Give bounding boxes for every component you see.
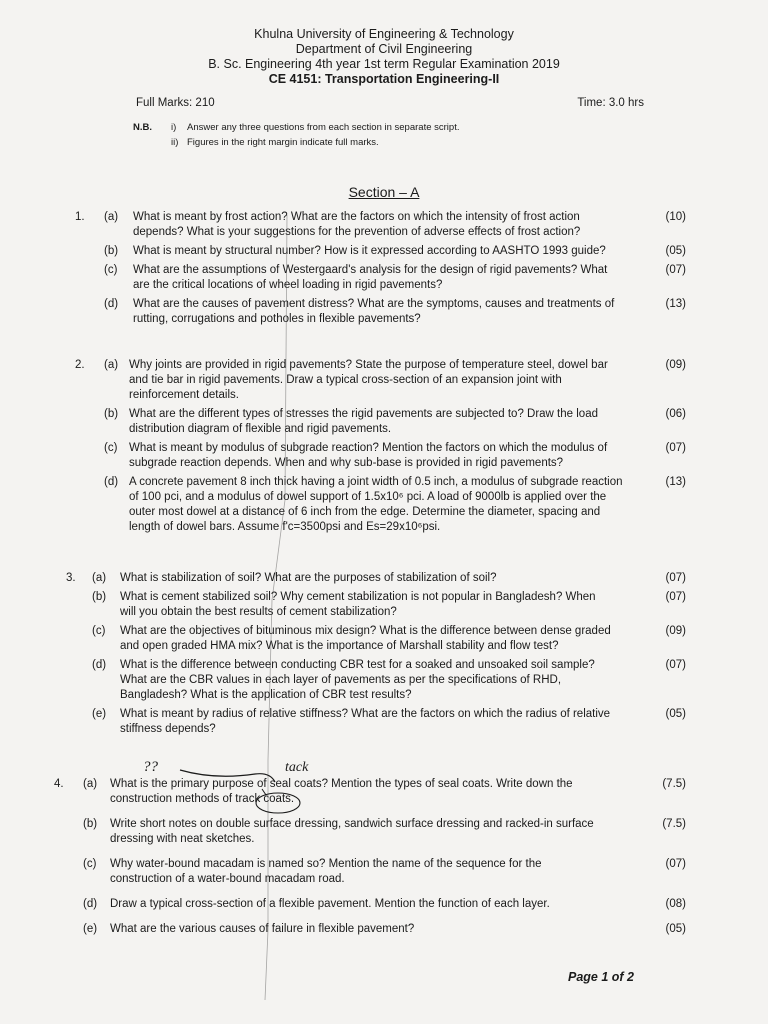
part-label: (d) <box>92 659 107 671</box>
part-label: (d) <box>104 476 119 488</box>
part-marks: (05) <box>665 245 686 257</box>
part-marks: (08) <box>665 898 686 910</box>
question-text-line: are the critical locations of wheel loading in rigid pavements? <box>133 279 443 291</box>
part-label: (c) <box>92 625 106 637</box>
question-text-line: distribution diagram of flexible and rigid pavements. <box>129 423 392 435</box>
question-text-line: dressing with neat sketches. <box>110 833 255 845</box>
question-text-line: What is meant by frost action? What are the factors on which the intensity of frost action <box>133 211 580 223</box>
part-marks: (7.5) <box>662 778 686 790</box>
part-marks: (07) <box>665 858 686 870</box>
question-text-line: depends? What is your suggestions for the prevention of adverse effects of frost action? <box>133 226 581 238</box>
question-text-line: Why water-bound macadam is named so? Mention the name of the sequence for the <box>110 858 542 870</box>
part-label: (b) <box>104 245 119 257</box>
part-marks: (09) <box>665 359 686 371</box>
page-footer: Page 1 of 2 <box>568 970 634 984</box>
question-text-line: What is cement stabilized soil? Why cement stabilization is not popular in Bangladesh? When <box>120 591 596 603</box>
full-marks: Full Marks: 210 <box>136 97 215 109</box>
question-text-line: Bangladesh? What is the application of CBR test results? <box>120 689 412 701</box>
part-marks: (07) <box>665 264 686 276</box>
part-label: (b) <box>92 591 107 603</box>
part-label: (e) <box>92 708 107 720</box>
question-text-line: What are the various causes of failure in flexible pavement? <box>110 923 415 935</box>
part-marks: (13) <box>665 298 686 310</box>
part-marks: (09) <box>665 625 686 637</box>
part-marks: (05) <box>665 708 686 720</box>
question-text-line: reinforcement details. <box>129 389 239 401</box>
part-label: (d) <box>83 898 98 910</box>
question-text-line: What are the different types of stresses the rigid pavements are subjected to? Draw the load <box>129 408 598 420</box>
question-text-line: What are the assumptions of Westergaard's analysis for the design of rigid pavements? What <box>133 264 608 276</box>
question-number: 3. <box>66 572 76 584</box>
pen-curve <box>180 770 275 782</box>
part-label: (b) <box>104 408 119 420</box>
pen-tick <box>262 789 266 795</box>
part-marks: (07) <box>665 591 686 603</box>
question-text-line: construction methods of track coats. <box>110 793 295 805</box>
question-text-line: of 100 pci, and a modulus of dowel support of 1.5x10⁶ pci. A load of 9000lb is applied over the <box>129 491 607 503</box>
question-text-line: What are the objectives of bituminous mix design? What is the difference between dense graded <box>120 625 611 637</box>
part-label: (c) <box>104 264 118 276</box>
part-label: (a) <box>104 359 119 371</box>
part-label: (b) <box>83 818 98 830</box>
part-label: (e) <box>83 923 98 935</box>
question-number: 4. <box>54 778 64 790</box>
question-text-line: Why joints are provided in rigid pavements? State the purpose of temperature steel, dowel bar <box>129 359 608 371</box>
part-marks: (06) <box>665 408 686 420</box>
department-name: Department of Civil Engineering <box>295 42 473 56</box>
part-marks: (07) <box>665 442 686 454</box>
question-text-line: What are the CBR values in each layer of pavements as per the specifications of RHD, <box>120 674 562 686</box>
question-text-line: What is meant by radius of relative stiffness? What are the factors on which the radius of relative <box>120 708 611 720</box>
question-text-line: What are the causes of pavement distress? What are the symptoms, causes and treatments of <box>133 298 615 310</box>
question-text-line: subgrade reaction depends. When and why sub-base is provided in rigid pavements? <box>129 457 564 469</box>
part-label: (a) <box>104 211 119 223</box>
part-label: (a) <box>83 778 98 790</box>
exam-time: Time: 3.0 hrs <box>577 97 644 109</box>
track-circle <box>256 793 300 813</box>
exam-title: B. Sc. Engineering 4th year 1st term Regular Examination 2019 <box>208 57 560 71</box>
university-name: Khulna University of Engineering & Technology <box>254 27 514 41</box>
question-text-line: Draw a typical cross-section of a flexible pavement. Mention the function of each layer. <box>110 898 550 910</box>
part-label: (c) <box>83 858 97 870</box>
question-text-line: stiffness depends? <box>120 723 216 735</box>
section-title: Section – A <box>348 184 420 200</box>
instruction-text: Answer any three questions from each section in separate script. <box>187 122 460 133</box>
instruction-number: ii) <box>171 137 179 148</box>
question-text-line: What is the primary purpose of seal coats? Mention the types of seal coats. Write down the <box>110 778 573 790</box>
course-title: CE 4151: Transportation Engineering-II <box>268 72 500 86</box>
question-text-line: rutting, corrugations and potholes in flexible pavements? <box>133 313 421 325</box>
question-text-line: What is meant by modulus of subgrade reaction? Mention the factors on which the modulus of <box>129 442 608 454</box>
question-text-line: What is meant by structural number? How is it expressed according to AASHTO 1993 guide? <box>133 245 606 257</box>
instruction-text: Figures in the right margin indicate full marks. <box>187 137 379 148</box>
part-label: (a) <box>92 572 107 584</box>
question-text-line: Write short notes on double surface dressing, sandwich surface dressing and racked-in surface <box>110 818 594 830</box>
part-label: (c) <box>104 442 118 454</box>
question-number: 2. <box>75 359 85 371</box>
part-marks: (07) <box>665 572 686 584</box>
question-text-line: construction of a water-bound macadam road. <box>110 873 345 885</box>
question-text-line: and tie bar in rigid pavements. Draw a typical cross-section of an expansion joint with <box>129 374 562 386</box>
question-text-line: A concrete pavement 8 inch thick having a joint width of 0.5 inch, a modulus of subgrade reaction <box>129 476 623 488</box>
question-text-line: What is stabilization of soil? What are the purposes of stabilization of soil? <box>120 572 497 584</box>
part-marks: (07) <box>665 659 686 671</box>
part-label: (d) <box>104 298 119 310</box>
part-marks: (7.5) <box>662 818 686 830</box>
question-marks-note: ?? <box>143 759 158 775</box>
question-number: 1. <box>75 211 85 223</box>
handwritten-tack-note: tack <box>285 760 309 775</box>
question-text-line: will you obtain the best results of cement stabilization? <box>120 606 397 618</box>
question-text-line: outer most dowel at a distance of 6 inch from the edge. Determine the diameter, spacing and <box>129 506 601 518</box>
part-marks: (13) <box>665 476 686 488</box>
question-text-line: length of dowel bars. Assume f'c=3500psi and Es=29x10⁶psi. <box>129 521 441 533</box>
part-marks: (05) <box>665 923 686 935</box>
question-text-line: and open graded HMA mix? What is the importance of Marshall stability and flow test? <box>120 640 559 652</box>
nb-label: N.B. <box>133 122 152 133</box>
question-text-line: What is the difference between conducting CBR test for a soaked and unsoaked soil sample? <box>120 659 595 671</box>
vertical-ink-line <box>265 215 287 1000</box>
instruction-number: i) <box>171 122 177 133</box>
part-marks: (10) <box>665 211 686 223</box>
